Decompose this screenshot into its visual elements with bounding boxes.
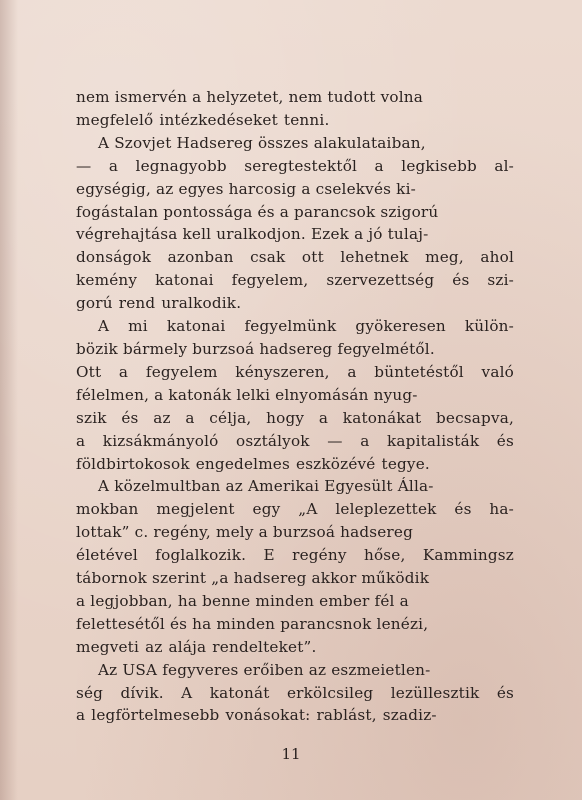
text-line: kemény katonai fegyelem, szervezettség és szi- (76, 271, 514, 290)
text-line: tábornok szerint „a hadsereg akkor működik (76, 569, 430, 588)
paragraph-1 (76, 86, 514, 132)
body-text (76, 86, 514, 727)
text-line: felettesétől és ha minden parancsnok lenézi, (76, 614, 429, 633)
text-line: bözik bármely burzsoá hadsereg fegyelmétől. (76, 339, 435, 358)
paragraph-3 (76, 315, 514, 475)
text-line: A közelmultban az Amerikai Egyesült Álla- (98, 477, 434, 496)
text-line: ség dívik. A katonát erkölcsileg lezüllesztik és (76, 683, 514, 702)
spine-shadow (0, 0, 18, 800)
text-line: életével foglalkozik. E regény hőse, Kammingsz (76, 546, 514, 565)
page-number: 11 (281, 745, 301, 763)
text-line: A Szovjet Hadsereg összes alakulataiban, (98, 133, 426, 152)
text-line: megveti az alája rendelteket”. (76, 637, 317, 656)
text-line: fogástalan pontossága és a parancsok szigorú (76, 202, 439, 221)
text-line: szik és az a célja, hogy a katonákat becsapva, (76, 408, 515, 427)
paragraph-4 (76, 475, 514, 658)
text-line: nem ismervén a helyzetet, nem tudott volna (76, 88, 424, 106)
text-line: a legjobban, ha benne minden ember fél a (76, 591, 409, 610)
text-line: A mi katonai fegyelmünk gyökeresen külön- (98, 317, 514, 336)
text-line: mokban megjelent egy „A leleplezettek és ha- (76, 500, 514, 519)
text-line: Ott a fegyelem kénysz​eren, a büntetéstől való (76, 362, 514, 381)
text-line: végrehajtása kell uralkodjon. Ezek a jó tulaj- (76, 225, 429, 244)
text-line: donságok azonban csak ott lehetnek meg, ahol (76, 248, 515, 267)
text-line: egységig, az egyes harcosig a cselekvés ki- (76, 179, 416, 198)
paragraph-2 (76, 132, 514, 315)
text-line: lottak” c. regény, mely a burzsoá hadsereg (76, 523, 414, 542)
text-line: a kizsákmányoló osztályok — a kapitalisták és (76, 431, 514, 450)
text-line: félelmen, a katonák lelki elnyomásán nyug- (76, 385, 418, 404)
paragraph-5 (76, 659, 514, 728)
text-line: gorú rend uralkodik. (76, 294, 242, 313)
text-line: megfelelő intézkedéseket tenni. (76, 110, 330, 129)
text-line: a legförtelmesebb vonásokat: rablást, szadiz- (76, 706, 437, 725)
text-line: — a legnagyobb seregtestektől a legkisebb al- (76, 156, 515, 175)
text-line: Az USA fegyveres erőiben az eszmeietlen- (98, 660, 431, 679)
text-line: földbirtokosok engedelmes eszközévé tegye. (76, 454, 430, 473)
